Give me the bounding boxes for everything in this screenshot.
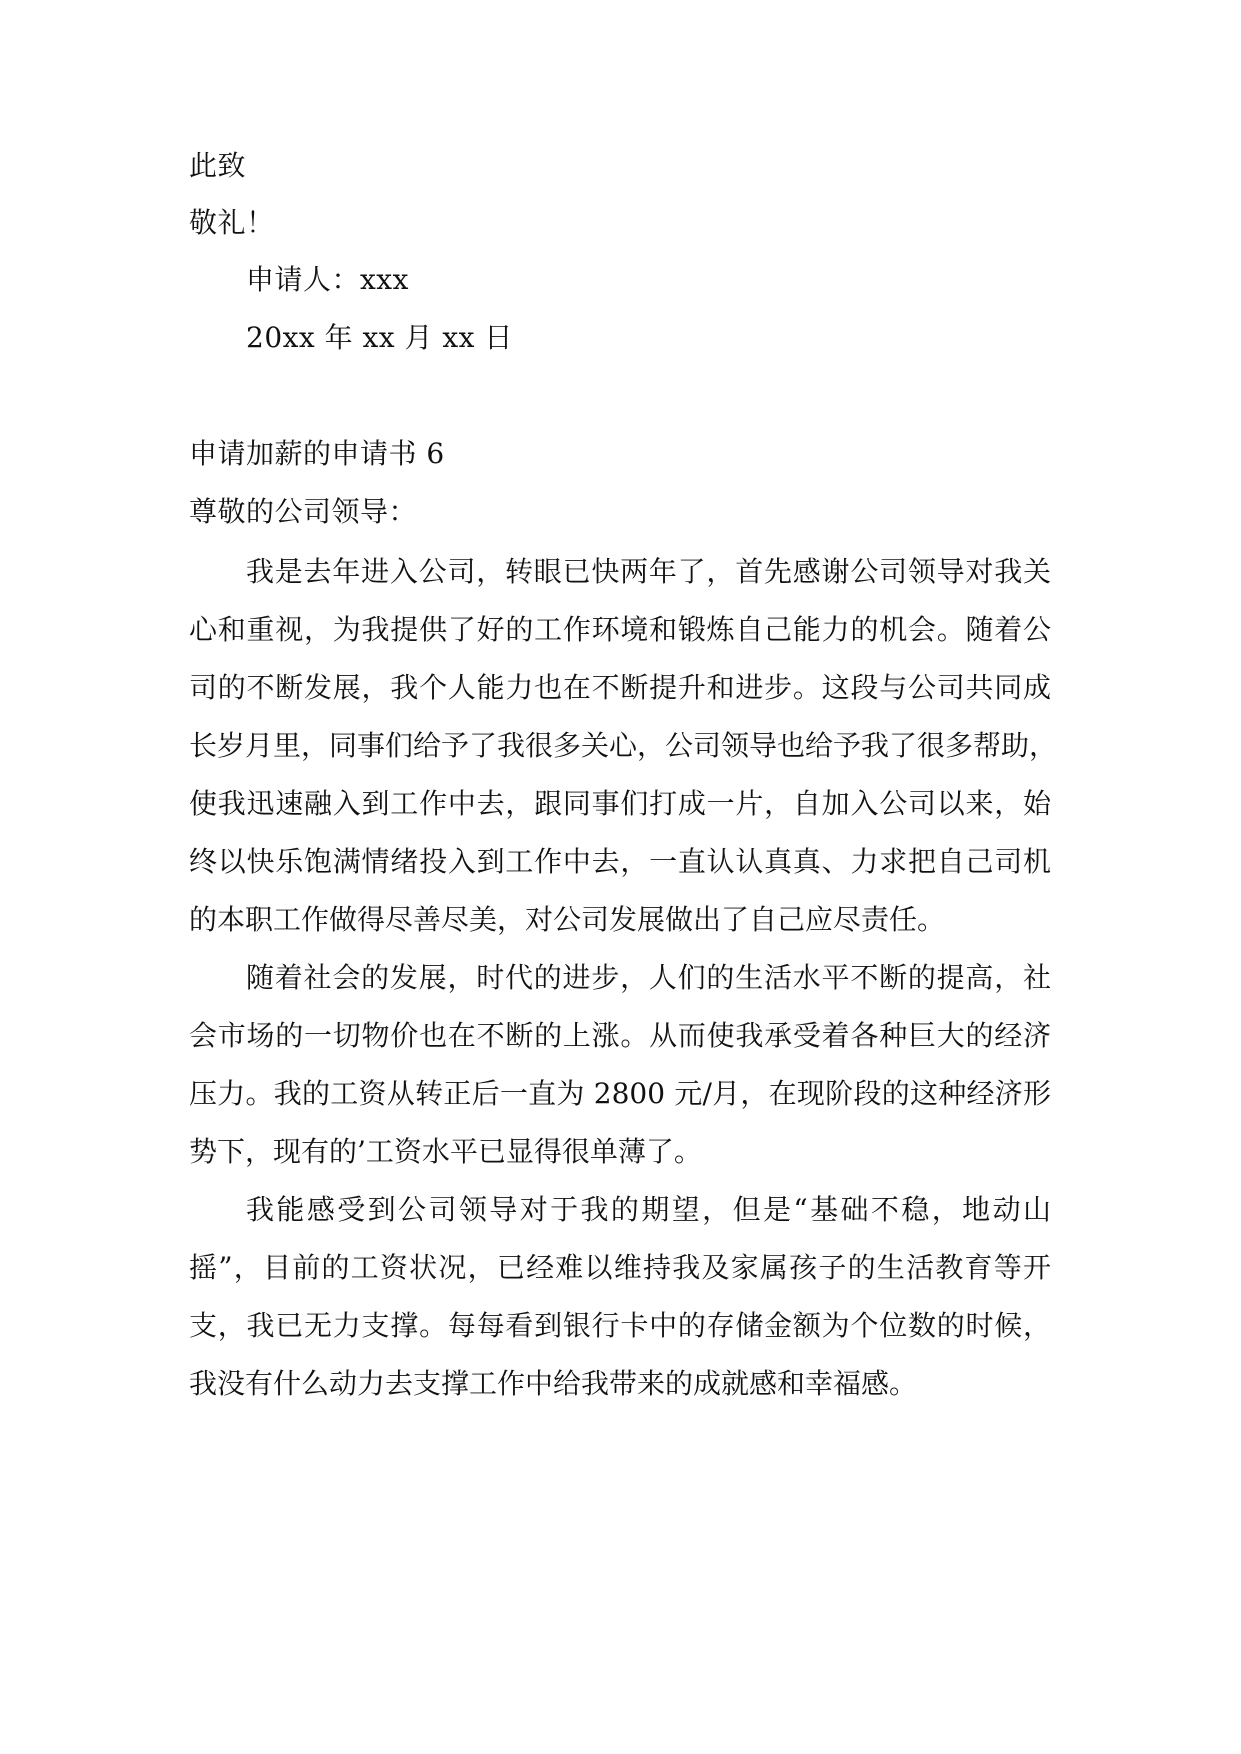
paragraph-1-line: 司的不断发展，我个人能力也在不断提升和进步。这段与公司共同成	[189, 671, 1051, 704]
paragraph-2-line: 势下，现有的’工资水平已显得很单薄了。	[189, 1135, 702, 1168]
paragraph-1-line: 心和重视，为我提供了好的工作环境和锻炼自己能力的机会。随着公	[189, 613, 1051, 646]
closing-regards-line-1: 此致	[189, 149, 247, 182]
paragraph-1-line: 我是去年进入公司，转眼已快两年了，首先感谢公司领导对我关	[246, 555, 1051, 588]
paragraph-2-line: 随着社会的发展，时代的进步，人们的生活水平不断的提高，社	[246, 961, 1051, 994]
paragraph-1-line: 终以快乐饱满情绪投入到工作中去，一直认认真真、力求把自己司机	[189, 845, 1051, 878]
paragraph-3-line: 支，我已无力支撑。每每看到银行卡中的存储金额为个位数的时候，	[189, 1309, 1051, 1342]
signature-date: 20xx 年 xx 月 xx 日	[246, 321, 513, 354]
paragraph-1-line: 使我迅速融入到工作中去，跟同事们打成一片，自加入公司以来，始	[189, 787, 1051, 820]
letter-salutation: 尊敬的公司领导：	[189, 495, 418, 528]
paragraph-1-line: 的本职工作做得尽善尽美，对公司发展做出了自己应尽责任。	[189, 903, 946, 936]
paragraph-2-line: 会市场的一切物价也在不断的上涨。从而使我承受着各种巨大的经济	[189, 1019, 1051, 1052]
paragraph-3-line: 摇”，目前的工资状况，已经难以维持我及家属孩子的生活教育等开	[189, 1251, 1051, 1284]
paragraph-3-line: 我能感受到公司领导对于我的期望，但是“基础不稳，地动山	[246, 1193, 1051, 1226]
paragraph-2-line: 压力。我的工资从转正后一直为 2800 元/月，在现阶段的这种经济形	[189, 1077, 1051, 1110]
paragraph-1-line: 长岁月里，同事们给予了我很多关心，公司领导也给予我了很多帮助，	[189, 729, 1058, 762]
paragraph-3-line: 我没有什么动力去支撑工作中给我带来的成就感和幸福感。	[189, 1367, 918, 1400]
letter-title: 申请加薪的申请书 6	[189, 437, 445, 470]
applicant-signature: 申请人：xxx	[246, 263, 409, 296]
closing-regards-line-2: 敬礼！	[189, 206, 275, 239]
